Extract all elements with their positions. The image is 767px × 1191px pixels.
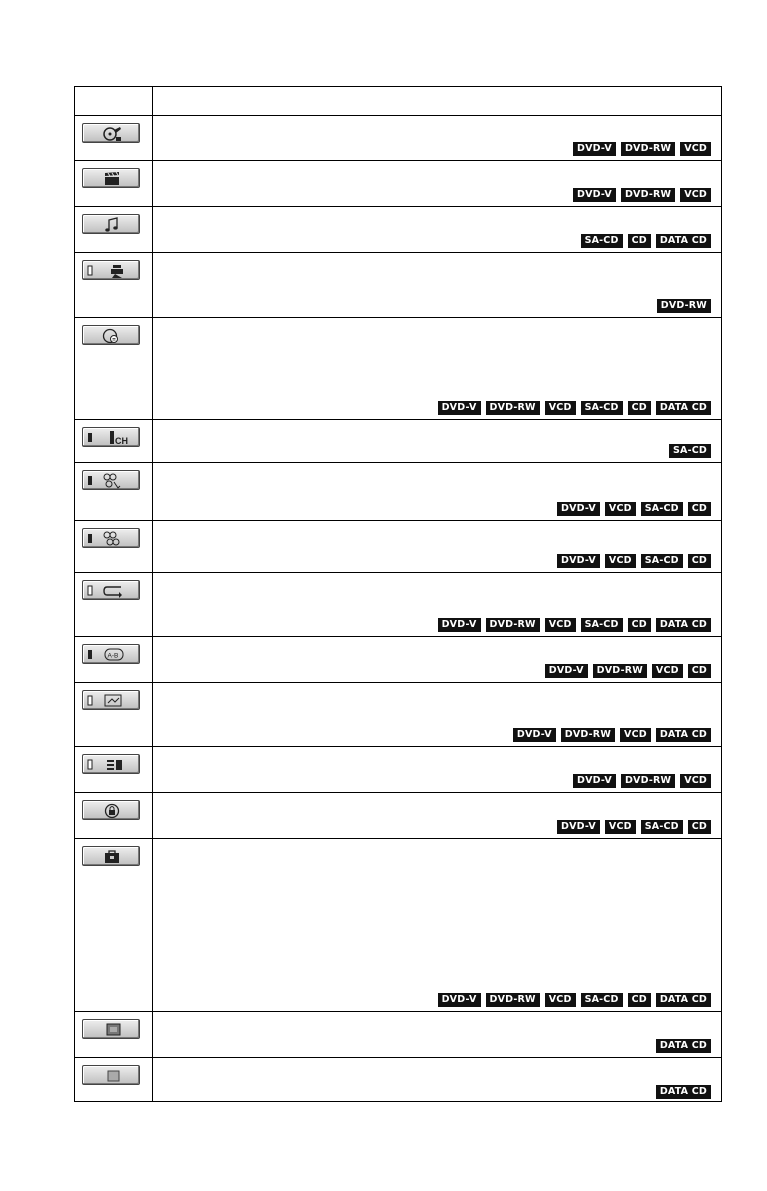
table-row: [75, 1058, 721, 1103]
format-badge: VCD: [545, 401, 576, 415]
format-badge: CD: [628, 234, 651, 248]
format-badge: DVD-RW: [621, 142, 675, 156]
control-menu-table: [74, 86, 722, 1102]
table-row: [75, 463, 721, 521]
format-badge: DVD-RW: [486, 993, 540, 1007]
format-badge: SA-CD: [581, 401, 623, 415]
column-divider: [152, 87, 153, 1101]
format-badge: CD: [688, 554, 711, 568]
disc-time-text-icon: [82, 325, 140, 345]
table-row: [75, 253, 721, 318]
jpeg-folder-icon: [82, 1019, 140, 1039]
disc-format-badges: [656, 1085, 711, 1099]
disc-format-badges: [573, 142, 711, 156]
svg-text:CH: CH: [115, 436, 128, 446]
format-badge: CD: [688, 502, 711, 516]
format-badge: DVD-V: [438, 618, 481, 632]
format-badge: DVD-RW: [486, 618, 540, 632]
format-badge: VCD: [605, 554, 636, 568]
disc-format-badges: [669, 444, 711, 458]
format-badge: VCD: [652, 664, 683, 678]
disc-format-badges: [545, 664, 711, 678]
disc-format-badges: [656, 1039, 711, 1053]
format-badge: DATA CD: [656, 234, 711, 248]
format-badge: DVD-RW: [593, 664, 647, 678]
table-header-row: [75, 87, 721, 116]
disc-format-badges: [557, 502, 711, 516]
format-badge: SA-CD: [581, 618, 623, 632]
toolbox-setup-icon: [82, 846, 140, 866]
svg-text:A-B: A-B: [107, 652, 119, 660]
table-row: [75, 1012, 721, 1058]
table-row: [75, 207, 721, 253]
format-badge: SA-CD: [641, 820, 683, 834]
format-badge: DATA CD: [656, 401, 711, 415]
format-badge: DVD-V: [557, 502, 600, 516]
format-badge: VCD: [680, 188, 711, 202]
format-badge: SA-CD: [641, 502, 683, 516]
music-note-icon: [82, 214, 140, 234]
custom-picture-mode-icon: [82, 754, 140, 774]
format-badge: CD: [628, 618, 651, 632]
table-row: [75, 573, 721, 637]
format-badge: SA-CD: [641, 554, 683, 568]
shuffle-play-icon: [82, 528, 140, 548]
table-row: [75, 420, 721, 463]
table-row: [75, 318, 721, 420]
format-badge: CD: [628, 993, 651, 1007]
disc-format-badges: [438, 401, 711, 415]
clapperboard-icon: [82, 168, 140, 188]
program-play-icon: [82, 470, 140, 490]
disc-format-badges: [573, 188, 711, 202]
disc-with-tools-icon: [82, 123, 140, 143]
disc-format-badges: [657, 299, 711, 313]
format-badge: DVD-V: [573, 142, 616, 156]
format-badge: DATA CD: [656, 728, 711, 742]
disc-format-badges: [513, 728, 711, 742]
table-row: [75, 747, 721, 793]
format-badge: VCD: [620, 728, 651, 742]
format-badge: VCD: [605, 820, 636, 834]
format-badge: VCD: [605, 502, 636, 516]
parental-control-lock-icon: [82, 800, 140, 820]
disc-format-badges: [438, 993, 711, 1007]
table-row: [75, 116, 721, 161]
table-row: [75, 161, 721, 207]
table-row: [75, 521, 721, 573]
a-b-repeat-icon: [82, 644, 140, 664]
format-badge: CD: [688, 664, 711, 678]
table-row: [75, 683, 721, 747]
format-badge: VCD: [545, 993, 576, 1007]
disc-format-badges: [438, 618, 711, 632]
format-badge: DVD-RW: [657, 299, 711, 313]
disc-format-badges: [573, 774, 711, 788]
format-badge: DVD-V: [545, 664, 588, 678]
disc-format-badges: [581, 234, 711, 248]
format-badge: DVD-V: [513, 728, 556, 742]
format-badge: CD: [688, 820, 711, 834]
format-badge: DVD-RW: [486, 401, 540, 415]
format-badge: DATA CD: [656, 1039, 711, 1053]
format-badge: DVD-V: [573, 188, 616, 202]
table-row: [75, 793, 721, 839]
format-badge: DATA CD: [656, 618, 711, 632]
disc-format-badges: [557, 820, 711, 834]
format-badge: DVD-V: [557, 820, 600, 834]
format-badge: DVD-V: [438, 401, 481, 415]
original-playlist-icon: [82, 260, 140, 280]
format-badge: DVD-RW: [621, 774, 675, 788]
table-row: [75, 839, 721, 1012]
format-badge: CD: [628, 401, 651, 415]
format-badge: SA-CD: [669, 444, 711, 458]
jpeg-file-icon: [82, 1065, 140, 1085]
format-badge: DVD-V: [557, 554, 600, 568]
disc-format-badges: [557, 554, 711, 568]
format-badge: DATA CD: [656, 993, 711, 1007]
format-badge: VCD: [545, 618, 576, 632]
format-badge: DVD-RW: [561, 728, 615, 742]
format-badge: DVD-V: [438, 993, 481, 1007]
format-badge: DVD-RW: [621, 188, 675, 202]
format-badge: SA-CD: [581, 993, 623, 1007]
format-badge: VCD: [680, 142, 711, 156]
multi-channel-icon: [82, 427, 140, 447]
repeat-play-icon: [82, 580, 140, 600]
sharpness-icon: [82, 690, 140, 710]
format-badge: DVD-V: [573, 774, 616, 788]
format-badge: SA-CD: [581, 234, 623, 248]
format-badge: DATA CD: [656, 1085, 711, 1099]
table-row: [75, 637, 721, 683]
format-badge: VCD: [680, 774, 711, 788]
